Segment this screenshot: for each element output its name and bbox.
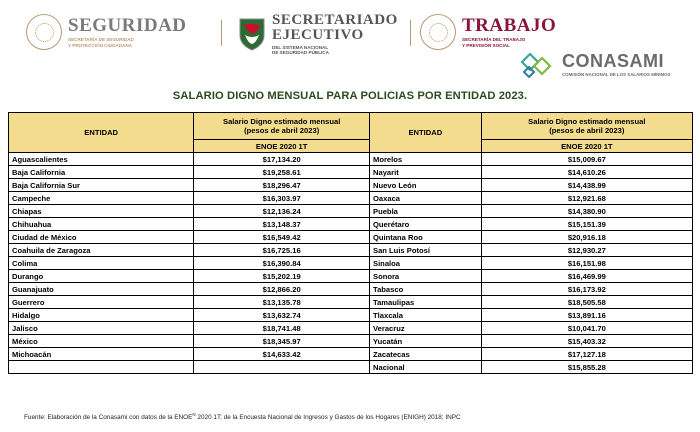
salario-cell: $20,916.18 <box>481 231 692 244</box>
secretariado-name1: SECRETARIADO <box>272 12 398 28</box>
table-row <box>9 179 370 192</box>
entidad-cell: Quintana Roo <box>370 231 482 244</box>
entidad-cell: Baja California <box>9 166 194 179</box>
col-header-salario-line2: (pesos de abril 2023) <box>244 126 320 135</box>
col-header-salario-line2: (pesos de abril 2023) <box>549 126 625 135</box>
salario-cell <box>194 361 370 374</box>
trabajo-logo <box>420 14 556 50</box>
secretariado-logo <box>238 13 398 56</box>
salario-cell: $14,610.26 <box>481 166 692 179</box>
table-row <box>9 218 370 231</box>
salario-cell: $13,135.78 <box>194 296 370 309</box>
salario-cell: $13,891.16 <box>481 309 692 322</box>
source-footnote <box>24 412 461 421</box>
table-row <box>370 244 693 257</box>
entidad-cell: Jalisco <box>9 322 194 335</box>
table-row <box>370 192 693 205</box>
footnote-pre: Fuente: Elaboración de la Conasami con datos de la ENOE <box>24 414 193 422</box>
secretariado-sub2: DE SEGURIDAD PÚBLICA <box>272 50 329 56</box>
trabajo-sub2: Y PREVISIÓN SOCIAL <box>462 42 510 48</box>
salario-cell: $18,505.58 <box>481 296 692 309</box>
col-header-salario <box>481 113 692 140</box>
salario-cell: $19,258.61 <box>194 166 370 179</box>
salario-cell: $17,127.18 <box>481 348 692 361</box>
entidad-cell: Nuevo León <box>370 179 482 192</box>
salario-cell: $18,741.48 <box>194 322 370 335</box>
conasami-mark-icon <box>520 52 556 78</box>
seguridad-logo <box>26 14 187 50</box>
entidad-cell: Querétaro <box>370 218 482 231</box>
col-header-salario-line1: Salario Digno estimado mensual <box>223 116 341 126</box>
salario-cell: $14,633.42 <box>194 348 370 361</box>
salario-cell: $16,173.92 <box>481 283 692 296</box>
table-row <box>9 335 370 348</box>
table-row <box>370 361 693 374</box>
salario-cell: $17,134.20 <box>194 153 370 166</box>
salario-cell: $16,151.98 <box>481 257 692 270</box>
table-row <box>9 270 370 283</box>
col-header-entidad: ENTIDAD <box>370 113 482 153</box>
salario-cell: $15,151.39 <box>481 218 692 231</box>
salario-cell: $18,345.97 <box>194 335 370 348</box>
entidad-cell: Colima <box>9 257 194 270</box>
salario-cell: $12,921.68 <box>481 192 692 205</box>
footnote-post: 2020 1T; de la Encuesta Nacional de Ingresos y Gastos de los Hogares (ENIGH) 2018; INPC <box>195 414 461 422</box>
seguridad-name: SEGURIDAD <box>68 15 187 37</box>
trabajo-sub1: SECRETARÍA DEL TRABAJO <box>462 37 526 43</box>
salario-cell: $16,469.99 <box>481 270 692 283</box>
table-row <box>370 218 693 231</box>
salario-cell: $12,866.20 <box>194 283 370 296</box>
salario-cell: $18,296.47 <box>194 179 370 192</box>
entidad-cell: Campeche <box>9 192 194 205</box>
salario-cell: $12,930.27 <box>481 244 692 257</box>
eagle-seal-icon <box>420 14 456 50</box>
table-row <box>370 335 693 348</box>
table-row <box>9 153 370 166</box>
table-row <box>9 322 370 335</box>
col-header-salario <box>194 113 370 140</box>
page-title: SALARIO DIGNO MENSUAL PARA POLICIAS POR ENTIDAD 2023. <box>172 90 528 102</box>
table-row <box>9 166 370 179</box>
table-row <box>370 296 693 309</box>
entidad-cell: San Luis Potosí <box>370 244 482 257</box>
salario-cell: $16,390.84 <box>194 257 370 270</box>
table-row <box>370 205 693 218</box>
entidad-cell: Michoacán <box>9 348 194 361</box>
table-row <box>370 179 693 192</box>
logo-header <box>0 0 700 86</box>
entidad-cell: Veracruz <box>370 322 482 335</box>
entidad-cell: Nacional <box>370 361 482 374</box>
salario-cell: $14,380.90 <box>481 205 692 218</box>
col-header-entidad: ENTIDAD <box>9 113 194 153</box>
eagle-seal-icon <box>26 14 62 50</box>
entidad-cell: México <box>9 335 194 348</box>
entidad-cell: Durango <box>9 270 194 283</box>
entidad-cell: Tamaulipas <box>370 296 482 309</box>
entidad-cell: Baja California Sur <box>9 179 194 192</box>
entidad-cell <box>9 361 194 374</box>
table-row <box>370 309 693 322</box>
salario-cell: $15,202.19 <box>194 270 370 283</box>
entidad-cell: Guerrero <box>9 296 194 309</box>
entidad-cell: Chiapas <box>9 205 194 218</box>
entidad-cell: Nayarit <box>370 166 482 179</box>
salario-cell: $16,725.16 <box>194 244 370 257</box>
entidad-cell: Sonora <box>370 270 482 283</box>
secretariado-name2: EJECUTIVO <box>272 27 364 43</box>
salario-cell: $12,136.24 <box>194 205 370 218</box>
table-row <box>9 296 370 309</box>
table-row <box>9 192 370 205</box>
table-row <box>9 205 370 218</box>
entidad-cell: Tlaxcala <box>370 309 482 322</box>
table-row <box>370 283 693 296</box>
trabajo-name: TRABAJO <box>462 15 557 37</box>
entidad-cell: Yucatán <box>370 335 482 348</box>
table-row <box>370 153 693 166</box>
entidad-cell: Sinaloa <box>370 257 482 270</box>
seguridad-sub2: Y PROTECCIÓN CIUDADANA <box>68 42 132 48</box>
salario-cell: $16,549.42 <box>194 231 370 244</box>
entidad-cell: Oaxaca <box>370 192 482 205</box>
conasami-name: CONASAMI <box>562 51 664 72</box>
footnote-sup: N <box>192 412 196 417</box>
entidad-cell: Tabasco <box>370 283 482 296</box>
salary-table-right <box>369 112 693 374</box>
salario-cell: $15,855.28 <box>481 361 692 374</box>
logo-divider <box>221 20 222 46</box>
table-row <box>9 283 370 296</box>
table-row <box>370 257 693 270</box>
col-header-salario-line1: Salario Digno estimado mensual <box>528 116 646 126</box>
table-row <box>370 348 693 361</box>
table-row <box>9 257 370 270</box>
salario-cell: $15,009.67 <box>481 153 692 166</box>
salario-cell: $13,148.37 <box>194 218 370 231</box>
table-row <box>370 270 693 283</box>
logo-divider <box>410 20 411 46</box>
table-row <box>370 231 693 244</box>
table-row <box>9 348 370 361</box>
conasami-logo <box>520 52 670 78</box>
salary-table-left <box>8 112 370 374</box>
col-header-enoe: ENOE 2020 1T <box>194 140 370 153</box>
secretariado-sub1: DEL SISTEMA NACIONAL <box>272 45 329 50</box>
conasami-sub: COMISIÓN NACIONAL DE LOS SALARIOS MÍNIMOS <box>562 72 671 78</box>
table-row <box>9 309 370 322</box>
salario-cell: $14,438.99 <box>481 179 692 192</box>
entidad-cell: Hidalgo <box>9 309 194 322</box>
entidad-cell: Chihuahua <box>9 218 194 231</box>
entidad-cell: Puebla <box>370 205 482 218</box>
col-header-enoe: ENOE 2020 1T <box>481 140 692 153</box>
salario-cell: $15,403.32 <box>481 335 692 348</box>
entidad-cell: Ciudad de México <box>9 231 194 244</box>
entidad-cell: Zacatecas <box>370 348 482 361</box>
table-row <box>370 322 693 335</box>
seguridad-sub1: SECRETARÍA DE SEGURIDAD <box>68 37 134 43</box>
shield-icon <box>238 17 266 51</box>
entidad-cell: Coahuila de Zaragoza <box>9 244 194 257</box>
table-row <box>370 166 693 179</box>
entidad-cell: Guanajuato <box>9 283 194 296</box>
salario-cell: $16,303.97 <box>194 192 370 205</box>
entidad-cell: Aguascalientes <box>9 153 194 166</box>
table-row <box>9 231 370 244</box>
table-row <box>9 244 370 257</box>
salario-cell: $13,632.74 <box>194 309 370 322</box>
entidad-cell: Morelos <box>370 153 482 166</box>
table-row <box>9 361 370 374</box>
salario-cell: $10,041.70 <box>481 322 692 335</box>
